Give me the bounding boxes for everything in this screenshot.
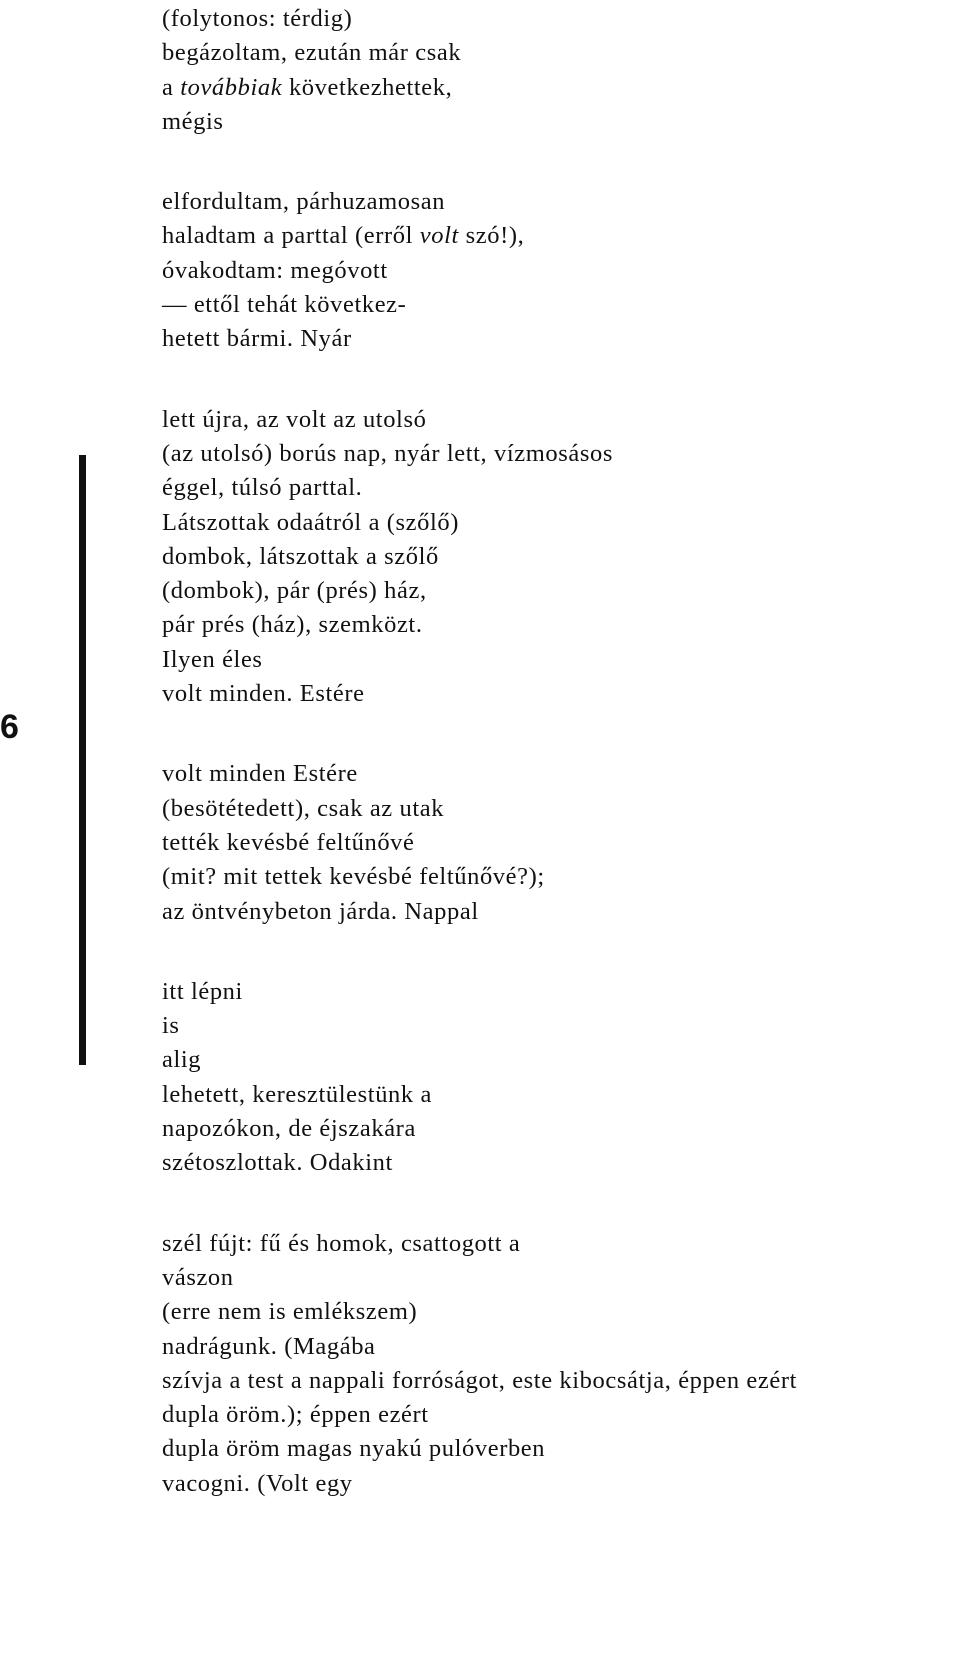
poem-line xyxy=(162,185,957,219)
italic-text: továbbiak xyxy=(180,73,283,101)
poem-line xyxy=(162,36,957,70)
poem-line xyxy=(162,826,957,860)
poem-text xyxy=(162,2,957,1501)
poem-line xyxy=(162,792,957,826)
line-text: (erre nem is emlékszem) xyxy=(162,1298,418,1326)
poem-line xyxy=(162,437,957,471)
poem-line xyxy=(162,254,957,288)
poem-line xyxy=(162,643,957,677)
line-text: tették kevésbé feltűnővé xyxy=(162,828,415,856)
section-number: 6 xyxy=(0,708,19,746)
stanza xyxy=(162,975,957,1181)
stanza xyxy=(162,757,957,928)
poem-line xyxy=(162,1432,957,1466)
poem-line xyxy=(162,1467,957,1501)
poem-line xyxy=(162,105,957,139)
line-text: haladtam a parttal (erről xyxy=(162,222,420,250)
line-text: dombok, látszottak a szőlő xyxy=(162,542,439,570)
line-text: elfordultam, párhuzamosan xyxy=(162,188,446,216)
line-text: dupla öröm.); éppen ezért xyxy=(162,1401,429,1429)
line-text: éggel, túlsó parttal. xyxy=(162,474,363,502)
line-text: szó!), xyxy=(458,222,525,250)
stanza xyxy=(162,1227,957,1501)
line-text: nadrágunk. (Magába xyxy=(162,1332,376,1360)
line-text: óvakodtam: megóvott xyxy=(162,256,388,284)
poem-line xyxy=(162,975,957,1009)
line-text: szél fújt: fű és homok, csattogott a xyxy=(162,1229,521,1257)
margin-revision-bar xyxy=(79,455,86,1065)
stanza xyxy=(162,185,957,356)
line-text: vászon xyxy=(162,1263,234,1291)
line-text: pár prés (ház), szemközt. xyxy=(162,611,423,639)
line-text: következhettek, xyxy=(282,73,453,101)
line-text: Ilyen éles xyxy=(162,645,263,673)
poem-line xyxy=(162,322,957,356)
poem-line xyxy=(162,219,957,253)
poem-line xyxy=(162,288,957,322)
line-text: (besötétedett), csak az utak xyxy=(162,794,445,822)
stanza xyxy=(162,2,957,139)
line-text: volt minden. Estére xyxy=(162,680,365,708)
line-text: hetett bármi. Nyár xyxy=(162,325,352,353)
line-text: is xyxy=(162,1012,180,1040)
poem-line xyxy=(162,1043,957,1077)
line-text: Látszottak odaátról a (szőlő) xyxy=(162,508,459,536)
poem-line xyxy=(162,1009,957,1043)
poem-line xyxy=(162,860,957,894)
line-text: lehetett, keresztülestünk a xyxy=(162,1080,432,1108)
line-text: vacogni. (Volt egy xyxy=(162,1469,353,1497)
line-text: mégis xyxy=(162,107,224,135)
line-text: a xyxy=(162,73,181,101)
line-text: (az utolsó) borús nap, nyár lett, vízmosásos xyxy=(162,439,613,467)
poem-line xyxy=(162,1295,957,1329)
poem-line xyxy=(162,471,957,505)
poem-line xyxy=(162,1398,957,1432)
poem-line xyxy=(162,540,957,574)
italic-text: volt xyxy=(419,222,459,250)
line-text: alig xyxy=(162,1046,202,1074)
stanza xyxy=(162,403,957,712)
line-text: begázoltam, ezután már csak xyxy=(162,39,462,67)
poem-line xyxy=(162,1364,957,1398)
line-text: (folytonos: térdig) xyxy=(162,5,353,32)
line-text: szívja a test a nappali forróságot, este kibocsátja, éppen ezért xyxy=(162,1366,798,1394)
line-text: — ettől tehát következ- xyxy=(162,291,407,319)
poem-line xyxy=(162,895,957,929)
poem-line xyxy=(162,2,957,36)
line-text: (dombok), pár (prés) ház, xyxy=(162,577,427,605)
line-text: dupla öröm magas nyakú pulóverben xyxy=(162,1435,546,1463)
poem-line xyxy=(162,574,957,608)
line-text: szétoszlottak. Odakint xyxy=(162,1149,393,1177)
line-text: napozókon, de éjszakára xyxy=(162,1115,416,1143)
poem-line xyxy=(162,1112,957,1146)
poem-line xyxy=(162,1146,957,1180)
poem-line xyxy=(162,71,957,105)
poem-line xyxy=(162,677,957,711)
poem-line xyxy=(162,1227,957,1261)
poem-line xyxy=(162,757,957,791)
poem-line xyxy=(162,1330,957,1364)
line-text: az öntvénybeton járda. Nappal xyxy=(162,897,479,925)
poem-line xyxy=(162,608,957,642)
line-text: (mit? mit tettek kevésbé feltűnővé?); xyxy=(162,863,545,891)
poem-line xyxy=(162,1261,957,1295)
poem-line xyxy=(162,506,957,540)
line-text: volt minden Estére xyxy=(162,760,358,788)
poem-line xyxy=(162,403,957,437)
line-text: itt lépni xyxy=(162,977,243,1005)
line-text: lett újra, az volt az utolsó xyxy=(162,405,427,433)
poem-line xyxy=(162,1078,957,1112)
